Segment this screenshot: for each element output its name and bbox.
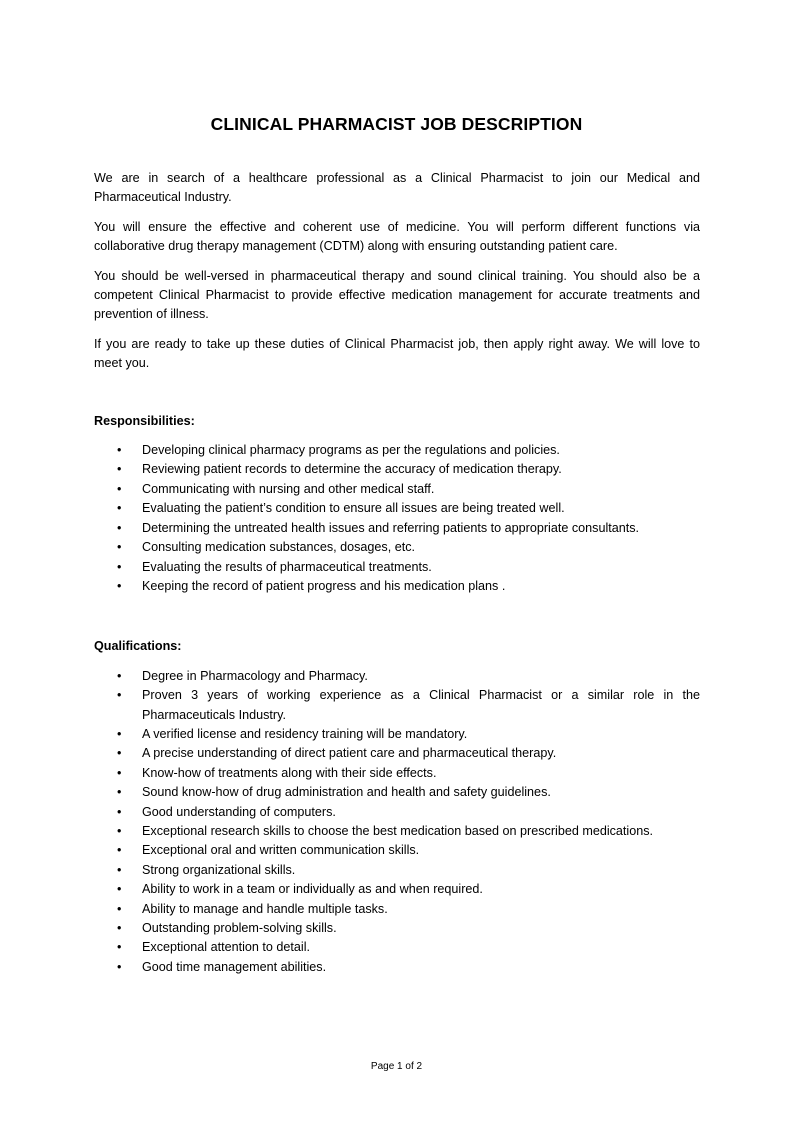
- list-item: [94, 861, 700, 880]
- list-item-text: Keeping the record of patient progress and his medication plans .: [142, 578, 506, 593]
- bullet-icon: •: [117, 882, 122, 897]
- qualifications-list: [94, 667, 700, 978]
- list-item: [94, 841, 700, 860]
- bullet-icon: •: [117, 940, 122, 955]
- list-item-text: Proven 3 years of working experience as a Clinical Pharmacist or a similar role in the Pharmaceuticals Industry.: [142, 688, 700, 722]
- list-item-text: A precise understanding of direct patient care and pharmaceutical therapy.: [142, 746, 557, 761]
- intro-section: [94, 169, 700, 374]
- list-item: [94, 900, 700, 919]
- list-item-text: Exceptional attention to detail.: [142, 940, 311, 955]
- list-item-text: Degree in Pharmacology and Pharmacy.: [142, 668, 368, 683]
- bullet-icon: •: [117, 540, 122, 555]
- bullet-icon: •: [117, 765, 122, 780]
- list-item-text: Ability to work in a team or individually as and when required.: [142, 882, 483, 897]
- bullet-icon: •: [117, 921, 122, 935]
- responsibilities-heading: Responsibilities:: [94, 413, 195, 428]
- list-item-text: Sound know-how of drug administration and health and safety guidelines.: [142, 785, 551, 800]
- bullet-icon: •: [117, 843, 122, 858]
- list-item-text: A verified license and residency training will be mandatory.: [142, 726, 468, 741]
- bullet-icon: •: [117, 668, 122, 683]
- list-item: [94, 686, 700, 725]
- list-item: [94, 783, 700, 802]
- list-item-text: Determining the untreated health issues and referring patients to appropriate consultants.: [142, 520, 640, 535]
- intro-paragraph: If you are ready to take up these duties of Clinical Pharmacist job, then apply right away. We will love to meet you.: [94, 336, 700, 371]
- list-item-text: Developing clinical pharmacy programs as per the regulations and policies.: [142, 443, 560, 458]
- list-item-text: Strong organizational skills.: [142, 862, 296, 877]
- bullet-icon: •: [117, 823, 122, 838]
- list-item: [94, 577, 700, 596]
- bullet-icon: •: [117, 481, 122, 496]
- responsibilities-list: [94, 441, 700, 596]
- intro-paragraph: We are in search of a healthcare professional as a Clinical Pharmacist to join our Medical and Pharmaceutical Industry.: [94, 171, 700, 205]
- list-item-text: Exceptional oral and written communication skills.: [142, 843, 420, 858]
- list-item-text: Outstanding problem-solving skills.: [142, 921, 337, 935]
- page-number-footer: Page 1 of 2: [370, 1061, 423, 1072]
- list-item: [94, 460, 700, 479]
- list-item: [94, 667, 700, 686]
- bullet-icon: •: [117, 559, 122, 574]
- bullet-icon: •: [117, 578, 122, 593]
- bullet-icon: •: [117, 462, 122, 477]
- page-title: CLINICAL PHARMACIST JOB DESCRIPTION: [210, 114, 583, 134]
- list-item-text: Communicating with nursing and other medical staff.: [142, 481, 435, 496]
- bullet-icon: •: [117, 501, 122, 516]
- bullet-icon: •: [117, 862, 122, 877]
- bullet-icon: •: [117, 688, 122, 703]
- list-item: [94, 744, 700, 763]
- list-item: [94, 938, 700, 957]
- list-item-text: Consulting medication substances, dosages, etc.: [142, 540, 416, 555]
- bullet-icon: •: [117, 959, 122, 974]
- list-item: [94, 519, 700, 538]
- bullet-icon: •: [117, 901, 122, 916]
- list-item: [94, 880, 700, 899]
- list-item: [94, 441, 700, 460]
- list-item-text: Evaluating the results of pharmaceutical treatments.: [142, 559, 432, 574]
- list-item: [94, 764, 700, 783]
- list-item: [94, 499, 700, 518]
- list-item: [94, 803, 700, 822]
- bullet-icon: •: [117, 746, 122, 761]
- list-item-text: Evaluating the patient’s condition to ensure all issues are being treated well.: [142, 501, 565, 516]
- document-body: [94, 169, 700, 977]
- list-item-text: Good understanding of computers.: [142, 804, 336, 819]
- list-item-text: Ability to manage and handle multiple tasks.: [142, 901, 388, 916]
- list-item: [94, 958, 700, 977]
- bullet-icon: •: [117, 443, 122, 458]
- list-item-text: Reviewing patient records to determine the accuracy of medication therapy.: [142, 462, 562, 477]
- bullet-icon: •: [117, 804, 122, 819]
- intro-paragraph: You will ensure the effective and coherent use of medicine. You will perform different functions via collaborative drug therapy management (CDTM) along with ensuring outstanding patient care.: [94, 219, 700, 254]
- list-item: [94, 919, 700, 938]
- list-item-text: Know-how of treatments along with their side effects.: [142, 765, 437, 780]
- bullet-icon: •: [117, 726, 122, 741]
- list-item: [94, 558, 700, 577]
- bullet-icon: •: [117, 785, 122, 800]
- list-item: [94, 822, 700, 841]
- list-item: [94, 725, 700, 744]
- bullet-icon: •: [117, 520, 122, 535]
- list-item-text: Good time management abilities.: [142, 959, 327, 974]
- list-item-text: Exceptional research skills to choose the best medication based on prescribed medications.: [142, 823, 654, 838]
- list-item: [94, 538, 700, 557]
- list-item: [94, 480, 700, 499]
- qualifications-heading: Qualifications:: [94, 639, 182, 654]
- intro-paragraph: You should be well-versed in pharmaceutical therapy and sound clinical training. You should also be a competent Clinical Pharmacist to provide effective medication management for accurate treatments and prevention of illness.: [94, 268, 700, 322]
